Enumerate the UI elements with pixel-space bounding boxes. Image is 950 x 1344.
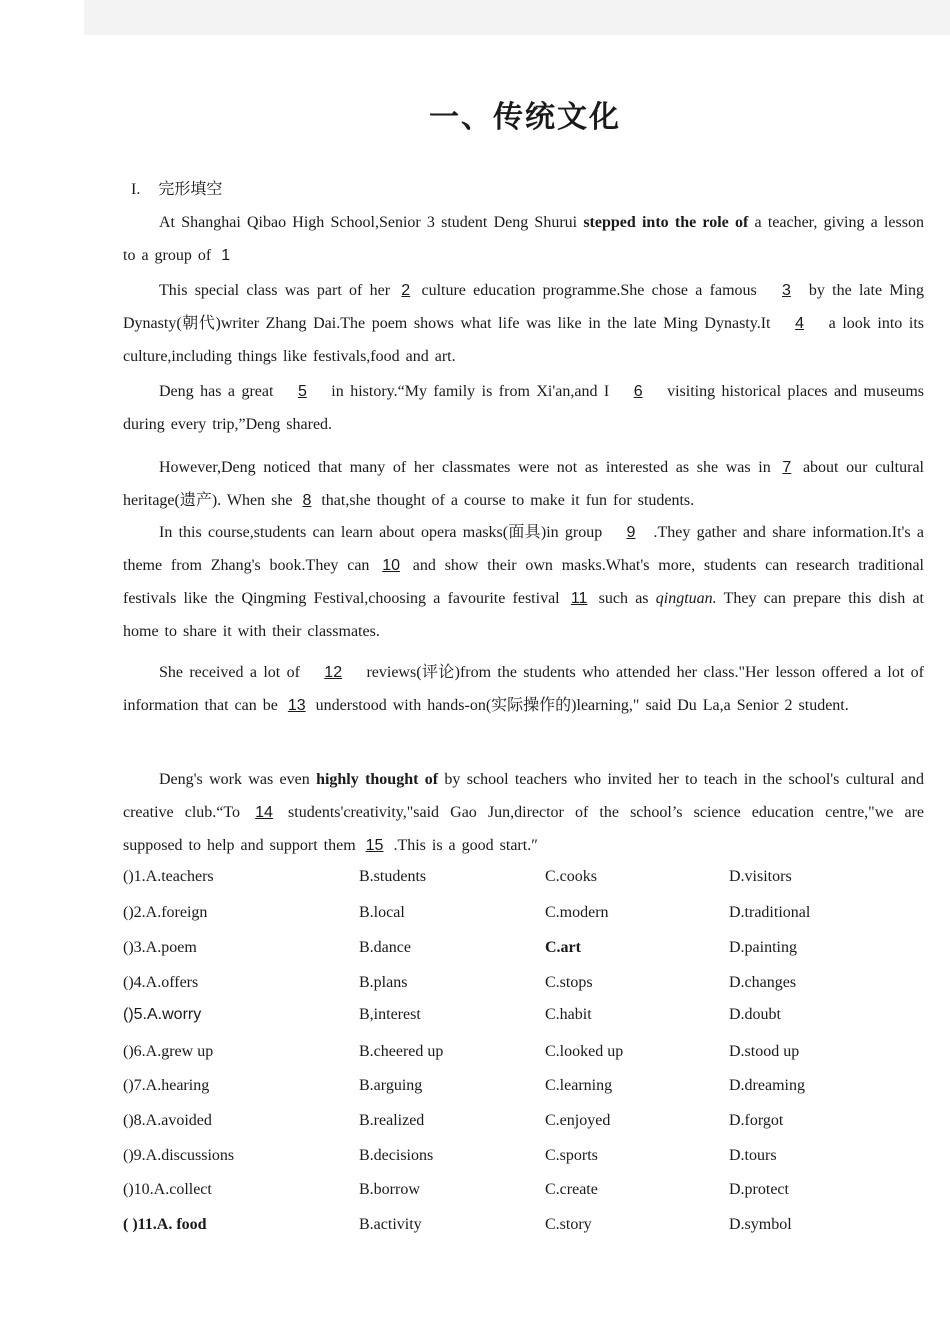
blank-4: 4 [795, 315, 804, 332]
question-row [123, 868, 924, 896]
question-row [123, 1147, 924, 1175]
option-a: ()8.A.avoided [123, 1112, 212, 1129]
option-c: C.looked up [545, 1043, 624, 1060]
blank-14: 14 [255, 804, 273, 821]
option-b: B.local [359, 904, 405, 921]
blank-7: 7 [782, 459, 792, 476]
option-b: B.borrow [359, 1181, 420, 1198]
question-row [123, 1006, 924, 1034]
text: by the late Ming Dynasty(朝代)writer Zhang Dai.The poem shows what life was like in the late Ming Dynasty.It [123, 282, 925, 332]
option-d: D.stood up [729, 1043, 800, 1060]
question-row [123, 1112, 924, 1140]
option-d: D.symbol [729, 1216, 792, 1233]
question-row [123, 974, 924, 1002]
blank-8: 8 [302, 492, 312, 509]
option-b: B.dance [359, 939, 411, 956]
option-c: C.learning [545, 1077, 613, 1094]
option-a: ()2.A.foreign [123, 904, 208, 921]
bold-phrase: highly thought of [316, 771, 439, 788]
option-c: C.enjoyed [545, 1112, 611, 1129]
option-c: C.stops [545, 974, 593, 991]
option-b: B.decisions [359, 1147, 434, 1164]
option-c: C.cooks [545, 868, 597, 885]
text: In this course,students can learn about opera masks(面具)in group [159, 524, 609, 541]
paragraph-6 [123, 656, 924, 722]
option-d: D.traditional [729, 904, 811, 921]
option-a: ()10.A.collect [123, 1181, 212, 1198]
text: by school teachers who invited her to teach in the school's cultural and creative club.“To [123, 771, 925, 821]
italic-word: qingtuan. [655, 590, 717, 607]
option-d: D.protect [729, 1181, 789, 1198]
text: Deng's work was even [159, 771, 317, 788]
option-a: ()7.A.hearing [123, 1077, 210, 1094]
paragraph-4 [123, 451, 924, 517]
option-c: C.sports [545, 1147, 598, 1164]
question-row [123, 1043, 924, 1071]
text: about our cultural heritage(遗产). When she [123, 459, 924, 509]
text: and show their own masks.What's more, students can research traditional festivals like the Qingming Festival,choosing a favourite festival [123, 557, 924, 607]
text: that,she thought of a course to make it fun for students. [315, 492, 695, 509]
top-bar [84, 0, 950, 35]
section-number: I. [131, 181, 141, 198]
option-d: D.changes [729, 974, 797, 991]
question-row [123, 904, 924, 932]
option-b: B.students [359, 868, 427, 885]
blank-13: 13 [287, 697, 306, 714]
option-d: D.doubt [729, 1006, 781, 1023]
question-row [123, 1181, 924, 1209]
option-a: ()4.A.offers [123, 974, 199, 991]
option-c: C.habit [545, 1006, 592, 1023]
section-heading [131, 176, 222, 199]
option-d: D.tours [729, 1147, 777, 1164]
text: students'creativity,"said Gao Jun,director of the school’s science education centre,"we are supposed to help and support them [123, 804, 924, 854]
option-b: B.plans [359, 974, 408, 991]
text: a look into its culture,including things like festivals,food and art. [123, 315, 924, 365]
option-a: ()1.A.teachers [123, 868, 214, 885]
text: Deng has a great [159, 383, 280, 400]
option-d: D.visitors [729, 868, 792, 885]
text: culture education programme.She chose a famous [414, 282, 765, 299]
option-c: C.story [545, 1216, 592, 1233]
paragraph-7 [123, 763, 924, 862]
text: At Shanghai Qibao High School,Senior 3 student Deng Shurui [159, 214, 584, 231]
blank-5: 5 [297, 383, 307, 400]
blank-1: 1 [221, 247, 231, 264]
paragraph-5 [123, 516, 924, 648]
option-b: B.cheered up [359, 1043, 444, 1060]
option-b: B.realized [359, 1112, 425, 1129]
paragraph-1 [123, 206, 924, 272]
blank-12: 12 [324, 664, 343, 681]
option-a: ()5.A.worry [123, 1006, 202, 1023]
option-d: D.dreaming [729, 1077, 805, 1094]
text: They can prepare this dish at home to share it with their classmates. [123, 590, 925, 640]
text: She received a lot of [159, 664, 307, 681]
blank-3: 3 [782, 282, 791, 299]
option-c: C.create [545, 1181, 598, 1198]
option-d: D.painting [729, 939, 797, 956]
option-b: B.arguing [359, 1077, 423, 1094]
option-c: C.modern [545, 904, 609, 921]
text: in history.“My family is from Xi'an,and I [324, 383, 616, 400]
option-d: D.forgot [729, 1112, 784, 1129]
text: .They gather and share information.It's a theme from Zhang's book.They can [123, 524, 924, 574]
option-a: ()3.A.poem [123, 939, 197, 956]
blank-15: 15 [365, 837, 384, 854]
text: reviews(评论)from the students who attended her class."Her lesson offered a lot of information that can be [123, 664, 924, 714]
text: a teacher, giving a lesson to a group of [123, 214, 924, 264]
option-a: ( )11.A. food [123, 1216, 207, 1233]
blank-6: 6 [633, 383, 643, 400]
text: This special class was part of her [159, 282, 398, 299]
question-row [123, 939, 924, 967]
option-a: ()6.A.grew up [123, 1043, 214, 1060]
option-c: C.art [545, 939, 581, 956]
paragraph-2 [123, 274, 924, 373]
blank-2: 2 [401, 282, 411, 299]
blank-9: 9 [626, 524, 636, 541]
text: such as [591, 590, 656, 607]
text: understood with hands-on(实际操作的)learning," said Du La,a Senior 2 student. [309, 697, 849, 714]
blank-10: 10 [382, 557, 401, 574]
paragraph-3 [123, 375, 924, 441]
section-label: 完形填空 [158, 179, 223, 198]
bold-phrase: stepped into the role of [583, 214, 749, 231]
blank-11: 11 [570, 590, 588, 607]
question-row [123, 1216, 924, 1244]
question-row [123, 1077, 924, 1105]
option-b: B,interest [359, 1006, 421, 1023]
option-b: B.activity [359, 1216, 422, 1233]
page-title: 一、传统文化 [429, 100, 621, 135]
text: .This is a good start.″ [387, 837, 538, 854]
text: visiting historical places and museums during every trip,”Deng shared. [123, 383, 925, 433]
option-a: ()9.A.discussions [123, 1147, 235, 1164]
text: However,Deng noticed that many of her classmates were not as interested as she was in [159, 459, 779, 476]
